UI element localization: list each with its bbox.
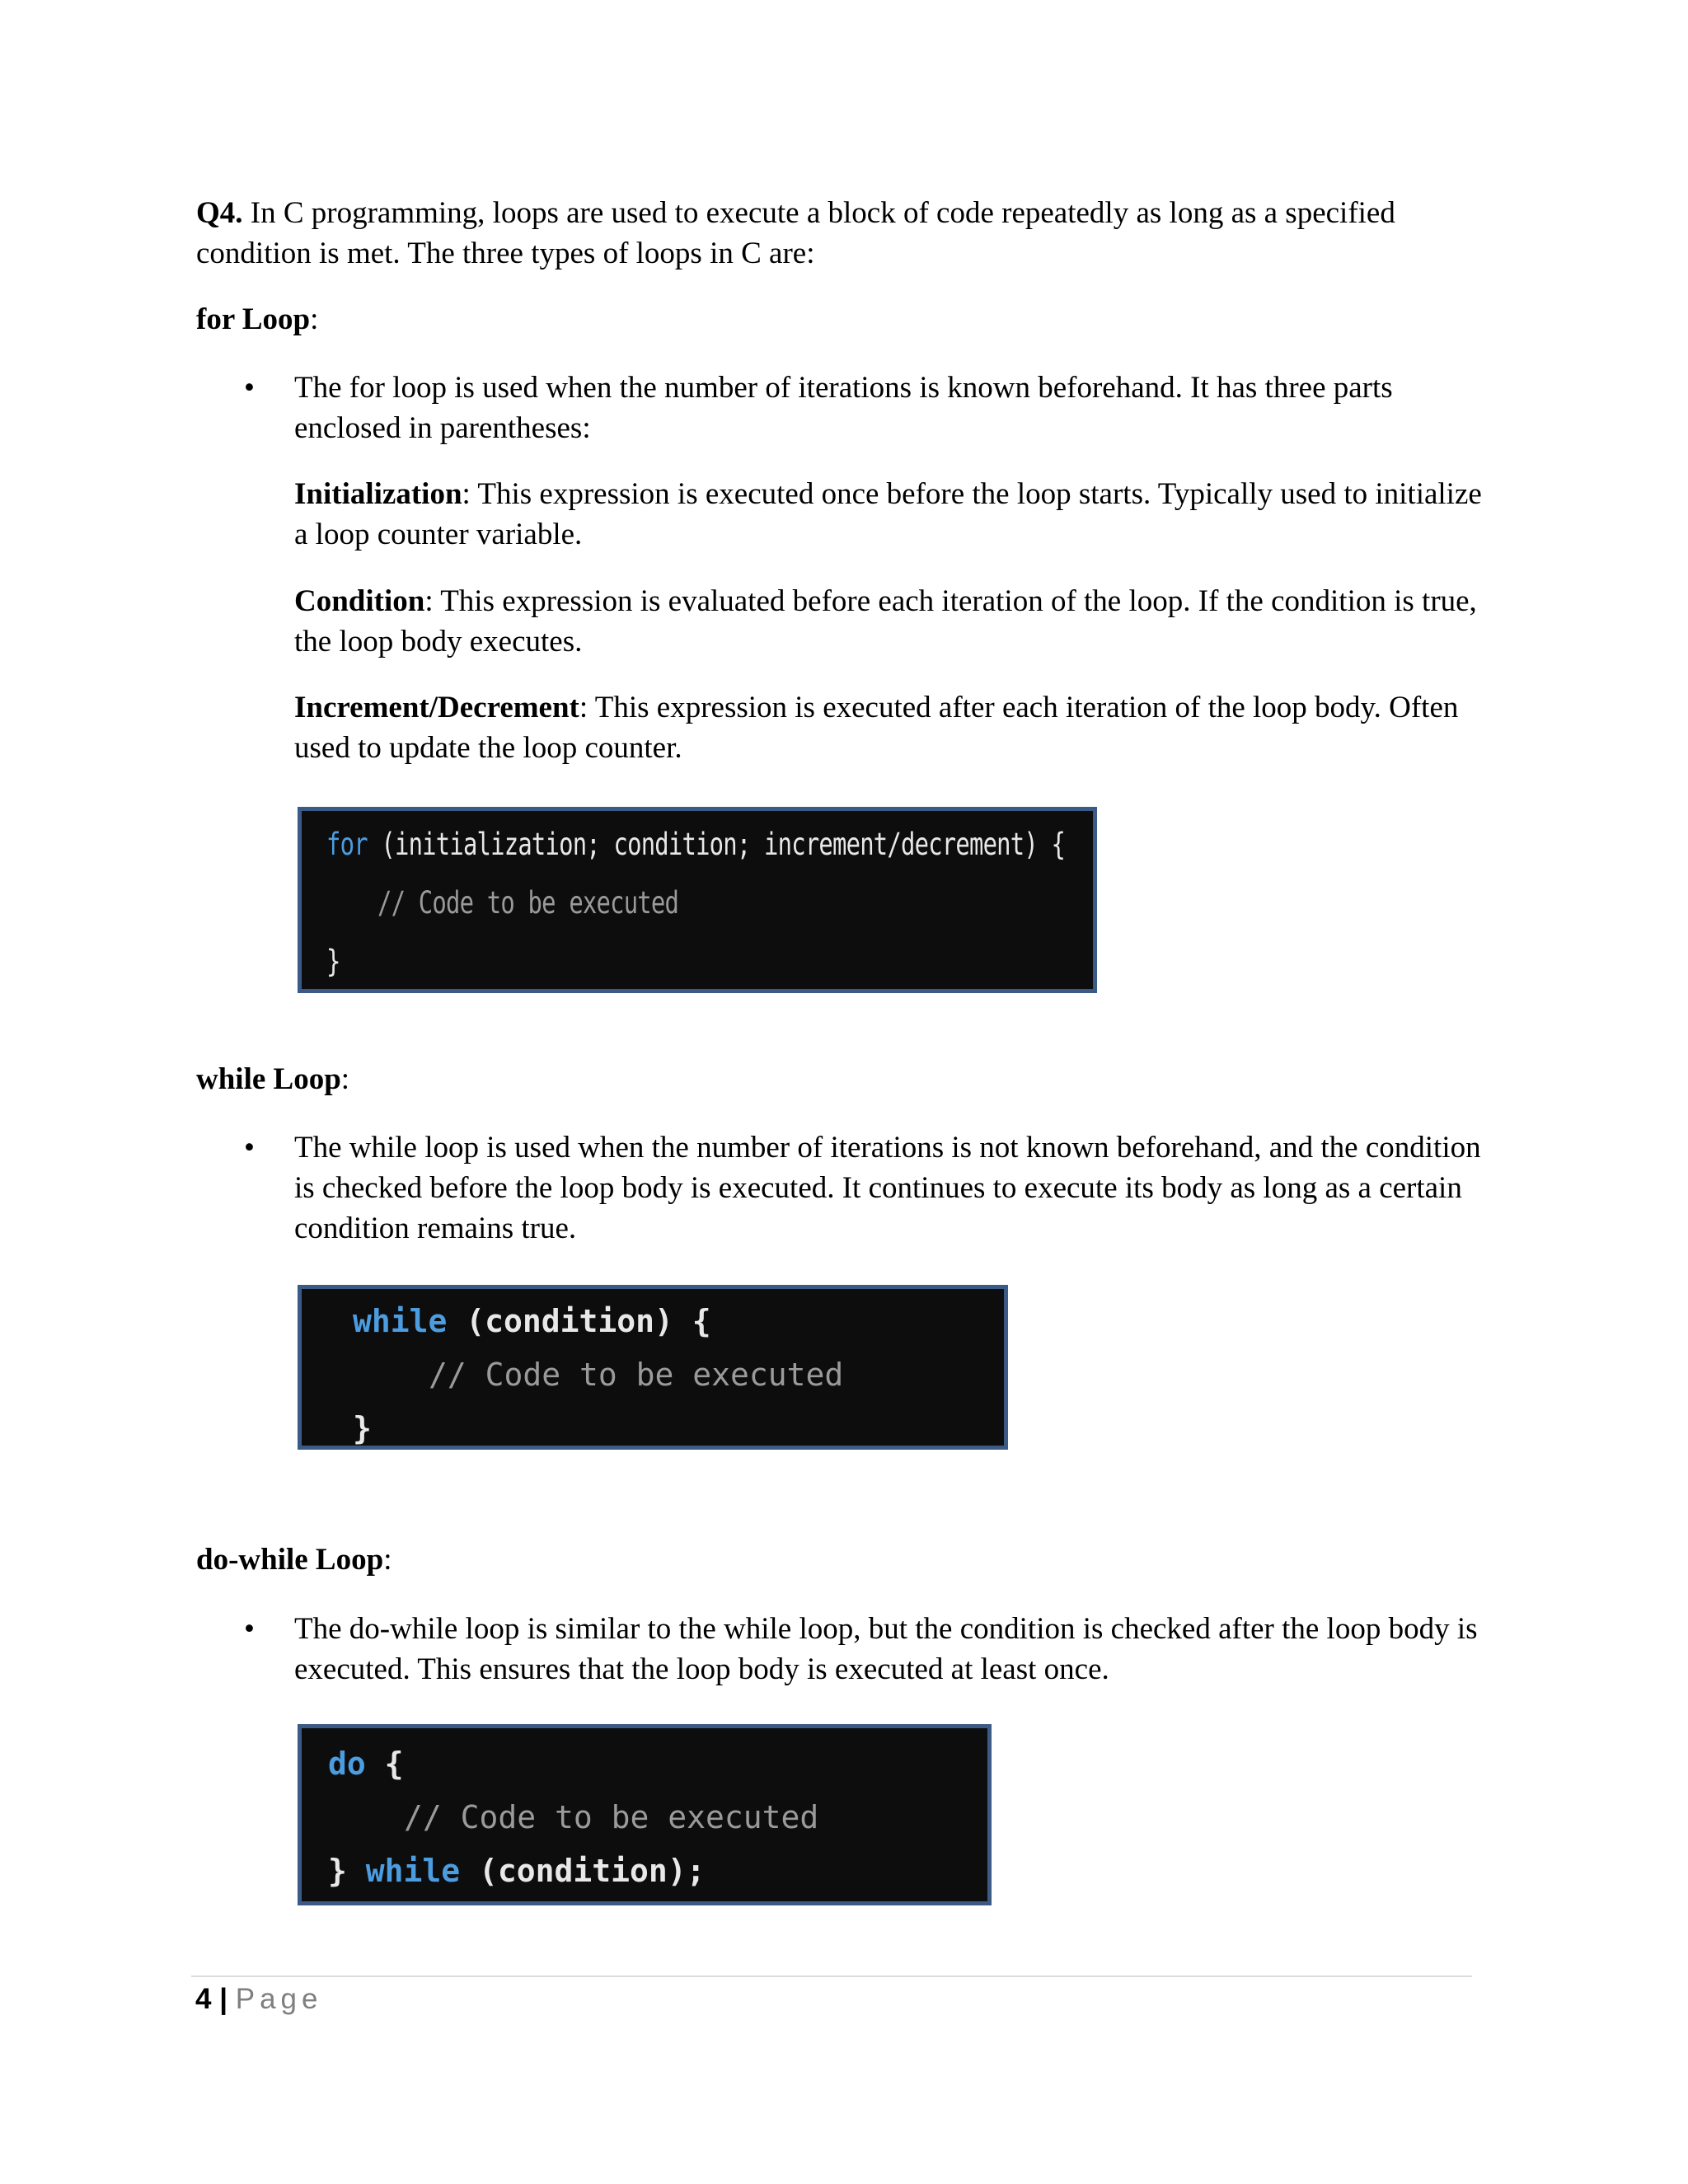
while-loop-code-block: [298, 1285, 1008, 1450]
for-loop-code-block: [298, 807, 1097, 993]
while-keyword: while: [353, 1303, 448, 1339]
while-comment: // Code to be executed: [429, 1357, 844, 1393]
intro-line-2: condition is met. The three types of loops in C are:: [196, 237, 815, 270]
do-while-closing-brace: }: [328, 1853, 366, 1889]
init-text-1: : This expression is executed once before the loop starts. Typically used to initialize: [462, 477, 1482, 511]
for-loop-bullet-line-2: enclosed in parentheses:: [294, 411, 591, 445]
page-word: Page: [235, 1983, 323, 2015]
init-term: Initialization: [294, 477, 462, 511]
do-while-code-line-2: [404, 1794, 818, 1840]
while-code-line-1: [353, 1300, 711, 1343]
while-code-line-2: [429, 1353, 843, 1396]
condition-line-1: [294, 581, 1477, 621]
footer-divider: [191, 1975, 1472, 1977]
page-separator: |: [211, 1983, 236, 2015]
for-loop-heading-colon: :: [310, 302, 319, 336]
condition-term: Condition: [294, 584, 425, 618]
do-keyword: do: [328, 1746, 366, 1782]
for-closing-brace: }: [326, 944, 340, 979]
do-while-comment: // Code to be executed: [404, 1799, 819, 1835]
condition-line-2: the loop body executes.: [294, 625, 583, 658]
page-footer: [195, 1981, 322, 2018]
do-while-loop-bullet-line-1: The do-while loop is similar to the while loop, but the condition is checked after the loop body is: [294, 1612, 1478, 1646]
increment-term: Increment/Decrement: [294, 691, 579, 724]
do-open-brace: {: [365, 1746, 404, 1782]
page-number: 4: [195, 1983, 212, 2015]
increment-text-1: : This expression is executed after each iteration of the loop body. Often: [579, 691, 1459, 724]
for-code-line-2: [377, 883, 678, 924]
while-header-text: (condition) {: [447, 1303, 711, 1339]
increment-line-2: used to update the loop counter.: [294, 731, 682, 765]
while-loop-heading-text: while Loop: [196, 1062, 341, 1096]
do-while-code-line-3: [328, 1848, 706, 1894]
do-while-condition-text: (condition);: [460, 1853, 706, 1889]
for-loop-bullet-line-1: The for loop is used when the number of iterations is known beforehand. It has three parts: [294, 371, 1393, 405]
do-while-while-keyword: while: [365, 1853, 461, 1889]
do-while-loop-heading-colon: :: [383, 1543, 392, 1577]
condition-text-1: : This expression is evaluated before each iteration of the loop. If the condition is true,: [424, 584, 1477, 618]
do-while-loop-bullet: •: [244, 1612, 255, 1646]
do-while-loop-heading: [196, 1540, 392, 1580]
for-loop-heading: [196, 299, 318, 340]
while-code-line-3: [353, 1407, 372, 1450]
while-loop-bullet-line-1: The while loop is used when the number of iterations is not known beforehand, and the condition: [294, 1131, 1481, 1165]
do-while-loop-code-block: [298, 1724, 992, 1905]
for-loop-heading-text: for Loop: [196, 302, 311, 336]
for-comment: // Code to be executed: [377, 885, 679, 921]
while-closing-brace: }: [353, 1410, 372, 1446]
while-loop-bullet-line-3: condition remains true.: [294, 1212, 577, 1245]
init-line-1: [294, 474, 1482, 514]
while-loop-bullet-line-2: is checked before the loop body is executed. It continues to execute its body as long as a certain: [294, 1171, 1462, 1205]
for-code-line-3: [326, 941, 340, 982]
for-loop-bullet: •: [244, 371, 255, 405]
for-code-line-1: [326, 824, 1065, 865]
increment-line-1: [294, 687, 1458, 728]
do-while-code-line-1: [328, 1741, 404, 1787]
question-label: Q4.: [196, 196, 243, 230]
init-line-2: a loop counter variable.: [294, 518, 583, 551]
while-loop-bullet: •: [244, 1131, 255, 1165]
do-while-loop-bullet-line-2: executed. This ensures that the loop body is executed at least once.: [294, 1652, 1109, 1686]
for-header-text: (initialization; condition; increment/decrement) {: [367, 827, 1066, 862]
intro-line-1: [196, 193, 1395, 233]
for-keyword: for: [326, 827, 368, 862]
intro-text-1: In C programming, loops are used to execute a block of code repeatedly as long as a specified: [242, 196, 1395, 230]
do-while-loop-heading-text: do-while Loop: [196, 1543, 384, 1577]
while-loop-heading: [196, 1059, 349, 1099]
while-loop-heading-colon: :: [340, 1062, 350, 1096]
